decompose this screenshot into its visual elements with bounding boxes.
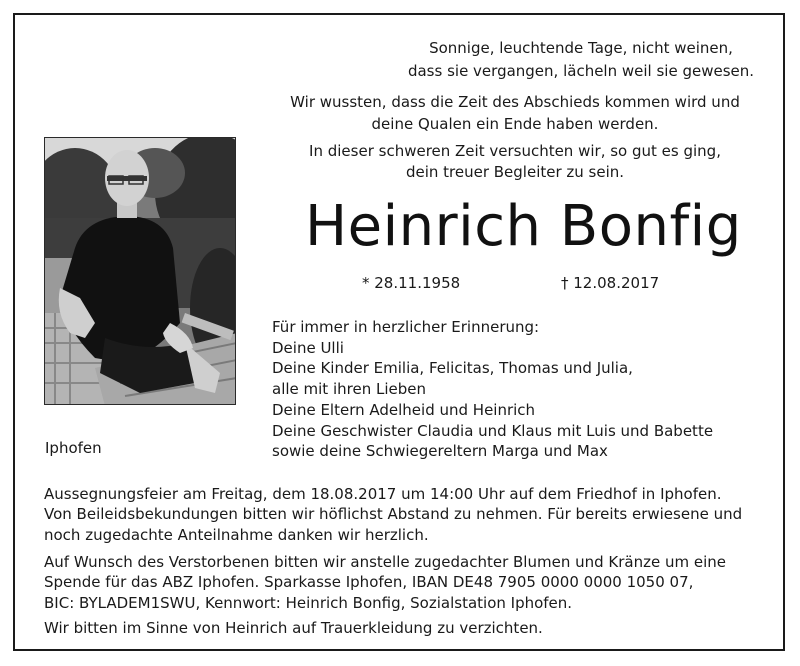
notice-line: Spende für das ABZ Iphofen. Sparkasse Iphofen, IBAN DE48 7905 0000 0000 1050 07, <box>44 573 694 592</box>
portrait-photo <box>44 137 236 405</box>
poem-line: dass sie vergangen, lächeln weil sie gewesen. <box>407 62 755 80</box>
donation-paragraph <box>44 552 758 613</box>
notice-line: Aussegnungsfeier am Freitag, dem 18.08.2017 um 14:00 Uhr auf dem Friedhof in Iphofen. <box>44 485 722 503</box>
poem-line: Wir wussten, dass die Zeit des Abschieds kommen wird und <box>290 93 740 111</box>
family-line: Deine Eltern Adelheid und Heinrich <box>272 400 536 419</box>
deceased-name: Heinrich Bonfig <box>305 194 742 259</box>
family-block <box>272 317 713 462</box>
birth-date: * 28.11.1958 <box>362 274 461 292</box>
ceremony-paragraph <box>44 484 758 545</box>
poem-line: deine Qualen ein Ende haben werden. <box>371 115 659 133</box>
poem-line: Sonnige, leuchtende Tage, nicht weinen, <box>429 39 733 57</box>
death-date: † 12.08.2017 <box>561 274 660 292</box>
notice-line: Auf Wunsch des Verstorbenen bitten wir anstelle zugedachter Blumen und Kränze um eine <box>44 553 726 571</box>
poem-line: dein treuer Begleiter zu sein. <box>405 163 625 181</box>
notice-line: Von Beileidsbekundungen bitten wir höflichst Abstand zu nehmen. Für bereits erwiesene und <box>44 505 743 524</box>
family-line: Deine Kinder Emilia, Felicitas, Thomas und Julia, <box>272 359 633 378</box>
family-line: sowie deine Schwiegereltern Marga und Max <box>272 442 608 461</box>
family-line: Deine Ulli <box>272 338 344 357</box>
attire-paragraph <box>44 618 758 638</box>
place-name: Iphofen <box>45 439 102 457</box>
family-line: Für immer in herzlicher Erinnerung: <box>272 318 540 336</box>
family-line: alle mit ihren Lieben <box>272 380 426 399</box>
poem-line: In dieser schweren Zeit versuchten wir, so gut es ging, <box>309 142 721 160</box>
family-line: Deine Geschwister Claudia und Klaus mit Luis und Babette <box>272 421 714 440</box>
notice-line: BIC: BYLADEM1SWU, Kennwort: Heinrich Bonfig, Sozialstation Iphofen. <box>44 593 573 612</box>
notice-line: noch zugedachte Anteilnahme danken wir herzlich. <box>44 525 429 544</box>
notice-line: Wir bitten im Sinne von Heinrich auf Trauerkleidung zu verzichten. <box>44 619 543 637</box>
